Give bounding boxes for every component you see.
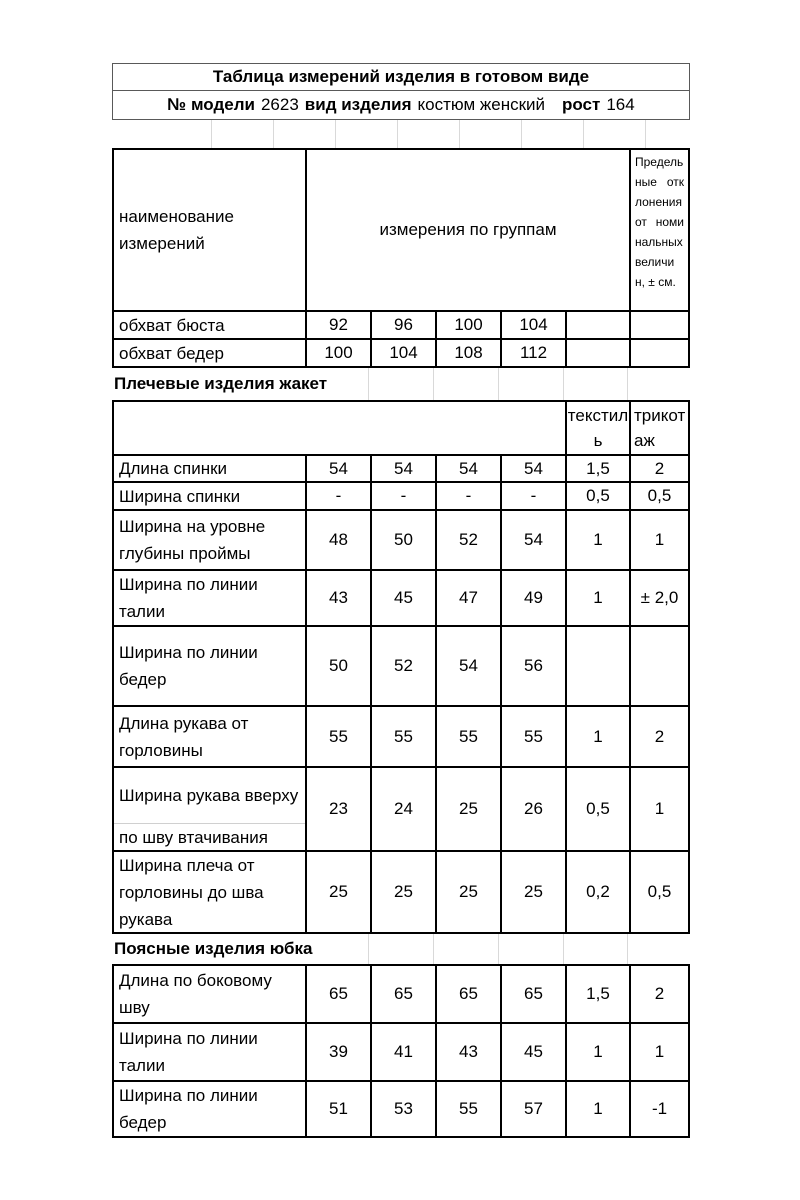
grid-cell: [398, 120, 460, 148]
section-header-skirt: [112, 934, 690, 964]
value-cell: [629, 340, 688, 366]
value-cell: 112: [500, 340, 565, 366]
grid-cell: [584, 120, 646, 148]
grid-cell: [646, 120, 690, 148]
value-cell: 54: [370, 456, 435, 481]
model-value: 2623: [260, 95, 299, 114]
value-cell: [565, 312, 629, 338]
value-cell: 54: [435, 456, 500, 481]
grid-cell: [112, 120, 212, 148]
value-cell: 1,5: [565, 966, 629, 1022]
measurement-name: Ширина по линии талии: [119, 1029, 258, 1075]
value-cell: 50: [370, 511, 435, 569]
value-cell: 43: [305, 571, 370, 625]
type-label: вид изделия: [304, 95, 412, 114]
measurement-name: Ширина по линии бедер: [119, 643, 258, 689]
value-cell: 41: [370, 1024, 435, 1080]
value-cell: 48: [305, 511, 370, 569]
table-row: [114, 569, 688, 625]
value-cell: 1: [565, 1082, 629, 1136]
value-cell: 49: [500, 571, 565, 625]
value-cell: [565, 340, 629, 366]
value-cell: 57: [500, 1082, 565, 1136]
table-row: [114, 1080, 688, 1136]
value-cell: 92: [305, 312, 370, 338]
grid-cell: [336, 120, 398, 148]
value-cell: 55: [370, 707, 435, 766]
value-cell: 25: [370, 852, 435, 932]
measurement-sheet: [112, 63, 690, 1138]
value-cell: 104: [500, 312, 565, 338]
model-label: № модели: [167, 95, 255, 114]
value-cell: 55: [435, 1082, 500, 1136]
value-cell: 56: [500, 627, 565, 705]
grid-cell: [563, 934, 627, 964]
value-cell: 65: [305, 966, 370, 1022]
value-cell: [629, 627, 688, 705]
measurement-name: Ширина по линии талии: [119, 575, 258, 621]
empty-cell: [114, 402, 565, 454]
measurement-name: обхват бедер: [119, 343, 225, 363]
section-title: Плечевые изделия жакет: [114, 374, 328, 393]
value-cell: -1: [629, 1082, 688, 1136]
empty-grid-row: [112, 120, 690, 148]
value-cell: 65: [500, 966, 565, 1022]
value-cell: 0,5: [629, 483, 688, 509]
name-column-header: наименование измерений: [119, 207, 234, 253]
measurement-name-line1: Ширина рукава вверху: [114, 768, 305, 824]
value-cell: 0,2: [565, 852, 629, 932]
value-cell: 52: [370, 627, 435, 705]
height-value: 164: [606, 95, 635, 114]
value-cell: 53: [370, 1082, 435, 1136]
value-cell: 23: [305, 768, 370, 850]
table-row: [114, 705, 688, 766]
table-row: [114, 310, 688, 338]
table-row: [114, 766, 688, 850]
table-row: [114, 625, 688, 705]
textile-column-header: текстиль: [565, 402, 629, 454]
value-cell: [629, 312, 688, 338]
knitwear-column-header: трикотаж: [629, 402, 688, 454]
value-cell: 45: [500, 1024, 565, 1080]
grid-cell: [460, 120, 522, 148]
value-cell: 1: [565, 1024, 629, 1080]
measurement-name: Длина рукава от горловины: [119, 713, 249, 760]
grid-cell: [368, 934, 433, 964]
measurement-name: Ширина спинки: [119, 486, 241, 506]
grid-cell: [368, 368, 433, 400]
measurement-name: Ширина на уровне глубины проймы: [119, 517, 266, 563]
value-cell: 0,5: [629, 852, 688, 932]
value-cell: 2: [629, 966, 688, 1022]
value-cell: 1: [629, 511, 688, 569]
value-cell: 24: [370, 768, 435, 850]
measurement-name-line2: по шву втачивания: [119, 828, 268, 847]
value-cell: 54: [500, 456, 565, 481]
value-cell: [565, 627, 629, 705]
page-title: Таблица измерений изделия в готовом виде: [113, 64, 689, 91]
value-cell: 1: [629, 768, 688, 850]
table-row: [114, 338, 688, 366]
value-cell: 1,5: [565, 456, 629, 481]
value-cell: 25: [435, 852, 500, 932]
measurement-name: Ширина по линии бедер: [119, 1086, 258, 1132]
grid-cell: [627, 368, 690, 400]
value-cell: 2: [629, 456, 688, 481]
value-cell: 52: [435, 511, 500, 569]
value-cell: 55: [305, 707, 370, 766]
table-row: [114, 481, 688, 509]
jacket-table: [112, 400, 690, 934]
measurement-name: обхват бюста: [119, 315, 225, 335]
grid-cell: [498, 368, 563, 400]
header-table: [112, 148, 690, 368]
grid-cell: [433, 934, 498, 964]
value-cell: 43: [435, 1024, 500, 1080]
value-cell: 54: [435, 627, 500, 705]
grid-cell: [522, 120, 584, 148]
table-row: [114, 509, 688, 569]
section-header-jacket: [112, 368, 690, 400]
grid-cell: [563, 368, 627, 400]
value-cell: -: [305, 483, 370, 509]
value-cell: 39: [305, 1024, 370, 1080]
value-cell: -: [435, 483, 500, 509]
deviation-column-header: Предельные отклонения от номинальных величин, ± см.: [629, 150, 688, 310]
measurement-name: Ширина плеча от горловины до шва рукава: [119, 855, 264, 929]
value-cell: 100: [435, 312, 500, 338]
value-cell: 65: [435, 966, 500, 1022]
value-cell: 100: [305, 340, 370, 366]
measurement-name: Длина по боковому шву: [119, 971, 272, 1017]
value-cell: 51: [305, 1082, 370, 1136]
skirt-table: [112, 964, 690, 1138]
value-cell: 1: [629, 1024, 688, 1080]
material-header-row: [114, 402, 688, 454]
value-cell: 54: [305, 456, 370, 481]
value-cell: 45: [370, 571, 435, 625]
value-cell: 2: [629, 707, 688, 766]
value-cell: 25: [435, 768, 500, 850]
grid-cell: [212, 120, 274, 148]
value-cell: 55: [435, 707, 500, 766]
value-cell: 104: [370, 340, 435, 366]
table-row: [114, 1022, 688, 1080]
value-cell: ± 2,0: [629, 571, 688, 625]
value-cell: 25: [500, 852, 565, 932]
value-cell: -: [500, 483, 565, 509]
value-cell: 1: [565, 511, 629, 569]
value-cell: 96: [370, 312, 435, 338]
value-cell: 25: [305, 852, 370, 932]
value-cell: 26: [500, 768, 565, 850]
measurement-name: [114, 768, 305, 850]
type-value: костюм женский: [417, 95, 546, 114]
model-info-row: [113, 91, 689, 119]
value-cell: 55: [500, 707, 565, 766]
section-title: Поясные изделия юбка: [114, 939, 313, 958]
groups-column-header: измерения по группам: [305, 150, 629, 310]
title-block: [112, 63, 690, 120]
value-cell: 47: [435, 571, 500, 625]
value-cell: 0,5: [565, 768, 629, 850]
measurement-name: Длина спинки: [119, 459, 228, 478]
table-header-row: [114, 150, 688, 310]
table-row: [114, 454, 688, 481]
table-row: [114, 850, 688, 932]
grid-cell: [627, 934, 690, 964]
grid-cell: [498, 934, 563, 964]
value-cell: 1: [565, 571, 629, 625]
height-label: рост: [562, 95, 601, 114]
grid-cell: [274, 120, 336, 148]
value-cell: 1: [565, 707, 629, 766]
table-row: [114, 966, 688, 1022]
value-cell: 50: [305, 627, 370, 705]
value-cell: 0,5: [565, 483, 629, 509]
value-cell: 54: [500, 511, 565, 569]
value-cell: 65: [370, 966, 435, 1022]
grid-cell: [433, 368, 498, 400]
value-cell: 108: [435, 340, 500, 366]
value-cell: -: [370, 483, 435, 509]
